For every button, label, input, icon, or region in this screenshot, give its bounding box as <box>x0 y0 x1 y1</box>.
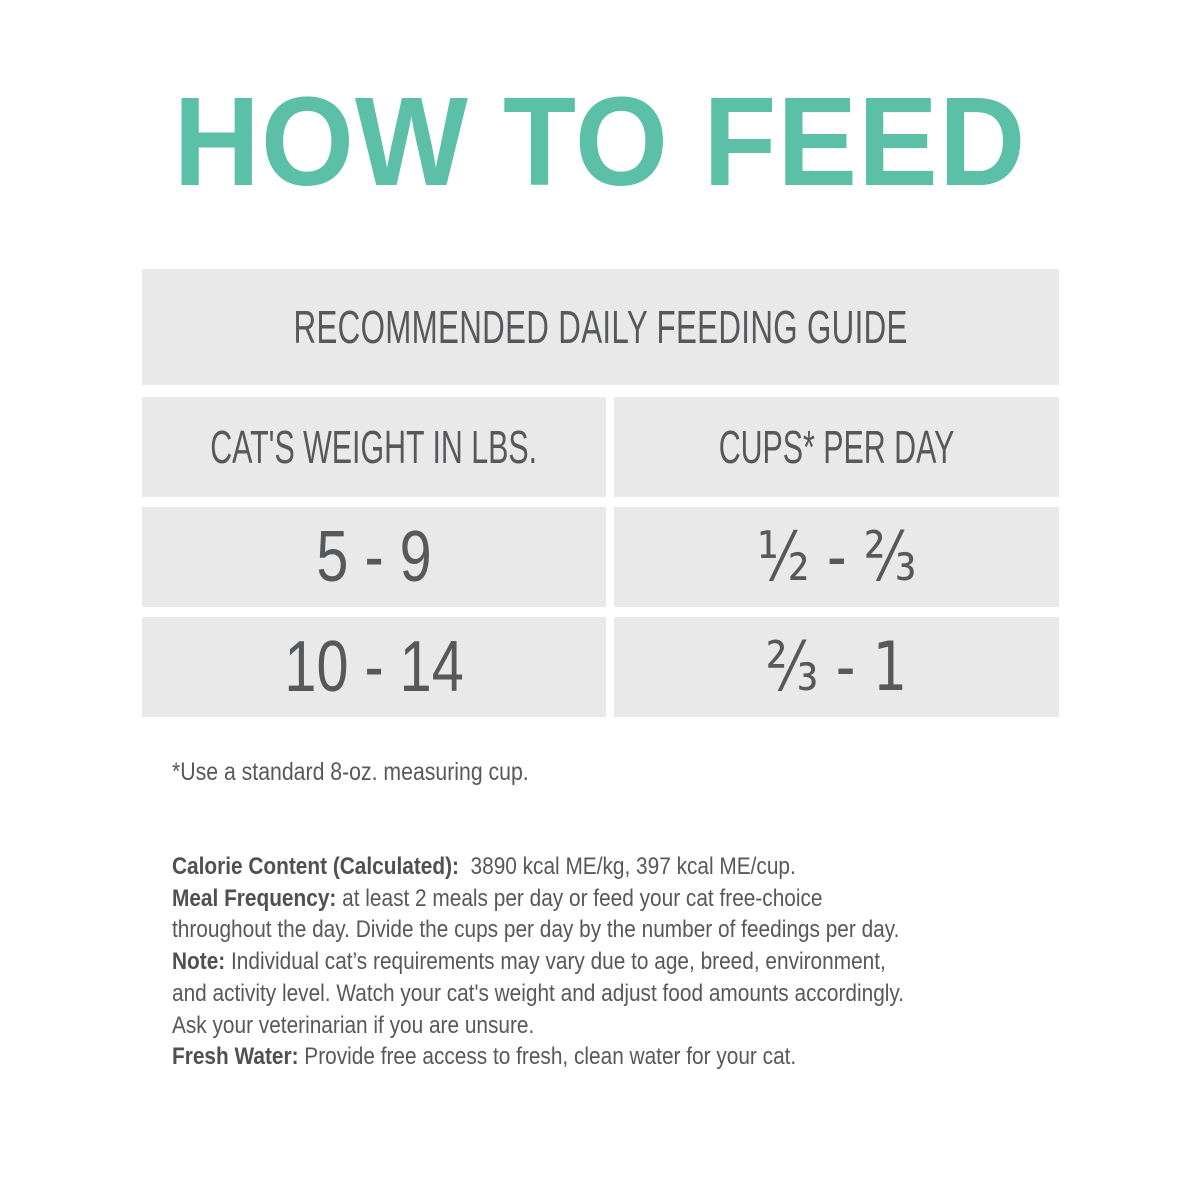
table-row-2-weight-cell <box>142 617 606 717</box>
weight-range-value: 10 - 14 <box>284 627 464 707</box>
note-line-meal-frequency <box>172 883 904 915</box>
note-text: and activity level. Watch your cat's weight and adjust food amounts accordingly. <box>172 979 905 1007</box>
table-grid <box>142 397 1059 717</box>
table-title-band <box>142 269 1059 385</box>
notes-block <box>172 851 904 1073</box>
page-title-text: HOW TO FEED <box>173 71 1027 212</box>
cups-range-value: ½ - ⅔ <box>756 517 917 597</box>
note-text: 3890 kcal ME/kg, 397 kcal ME/cup. <box>458 853 796 880</box>
note-line-note-cont-2 <box>172 1010 904 1042</box>
note-line-note-cont <box>172 978 904 1010</box>
note-label: Fresh Water: <box>172 1043 299 1071</box>
note-line-fresh-water <box>172 1041 904 1073</box>
column-header-cups-label: CUPS* PER DAY <box>718 421 955 473</box>
table-row-1-cups-cell <box>614 507 1059 607</box>
column-header-weight-label: CAT'S WEIGHT IN LBS. <box>210 421 538 473</box>
note-line-meal-frequency-cont <box>172 914 904 946</box>
note-label: Note: <box>172 948 226 976</box>
feeding-guide-table <box>142 269 1059 717</box>
note-text: at least 2 meals per day or feed your cat free-choice <box>336 884 823 912</box>
measuring-cup-footnote <box>172 757 592 787</box>
note-line-note <box>172 946 904 978</box>
cups-range-value: ⅔ - 1 <box>765 627 908 707</box>
note-text: Ask your veterinarian if you are unsure. <box>172 1011 535 1039</box>
column-header-weight <box>142 397 606 497</box>
table-row-1-weight-cell <box>142 507 606 607</box>
page-title <box>0 70 1200 215</box>
note-text: Individual cat’s requirements may vary due to age, breed, environment, <box>225 948 886 976</box>
note-label: Calorie Content (Calculated): <box>172 853 459 880</box>
weight-range-value: 5 - 9 <box>316 517 432 597</box>
table-row-2-cups-cell <box>614 617 1059 717</box>
note-line-calorie-content <box>172 851 904 883</box>
measuring-cup-footnote-text: *Use a standard 8-oz. measuring cup. <box>172 758 529 786</box>
note-text: throughout the day. Divide the cups per day by the number of feedings per day. <box>172 916 900 944</box>
column-header-cups <box>614 397 1059 497</box>
note-label: Meal Frequency: <box>172 884 337 912</box>
table-title: RECOMMENDED DAILY FEEDING GUIDE <box>293 301 908 353</box>
note-text: Provide free access to fresh, clean water for your cat. <box>298 1043 797 1071</box>
